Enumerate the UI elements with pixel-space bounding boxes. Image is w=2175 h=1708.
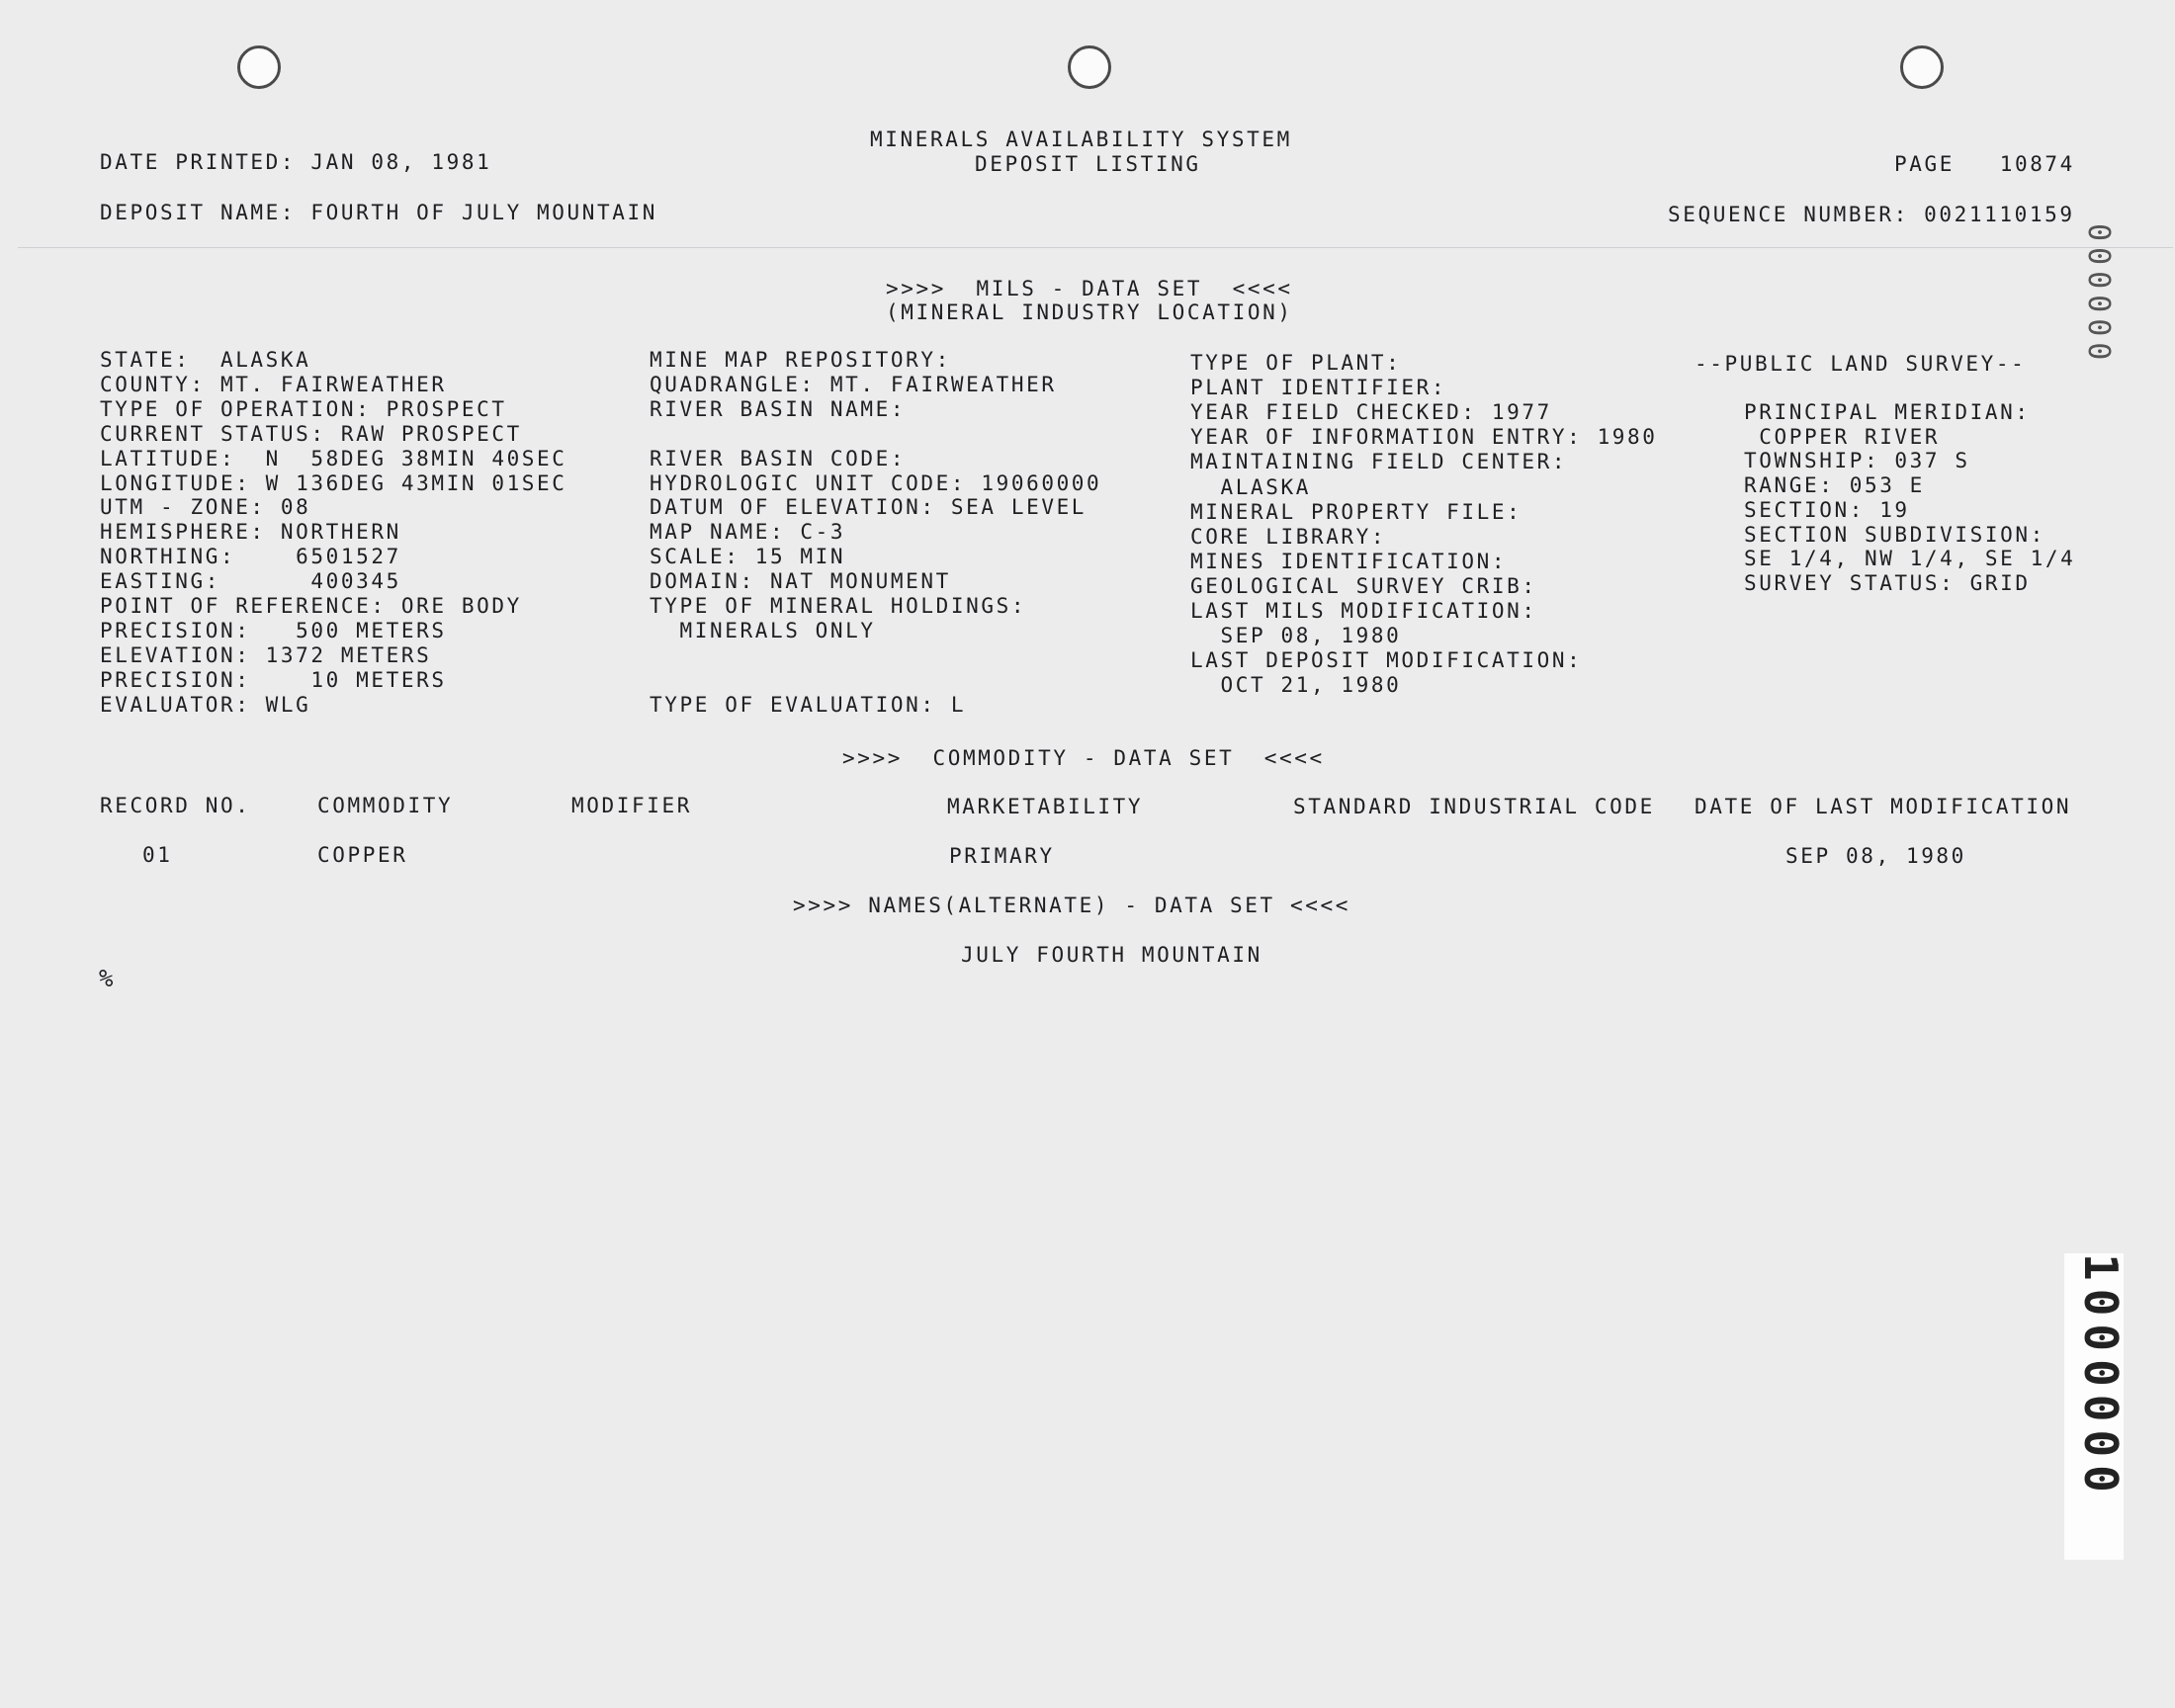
punch-hole-center [1068,45,1111,89]
map-field-line: HYDROLOGIC UNIT CODE: 19060000 [650,470,1102,495]
land-survey-field-line: RANGE: 053 E [1744,473,1925,498]
commodity-title: >>>> COMMODITY - DATA SET <<<< [842,746,1325,770]
commodity-header-date: DATE OF LAST MODIFICATION [1695,795,2072,818]
fold-line [18,247,2173,248]
commodity-header-marketability: MARKETABILITY [947,795,1144,818]
plant-field-line: MINERAL PROPERTY FILE: [1190,499,1522,524]
location-field-line: LONGITUDE: W 136DEG 43MIN 01SEC [100,470,567,495]
location-field-line: NORTHING: 6501527 [100,545,401,569]
plant-field-line: YEAR OF INFORMATION ENTRY: 1980 [1190,425,1658,450]
location-field-line: UTM - ZONE: 08 [100,495,311,520]
location-field-line: LATITUDE: N 58DEG 38MIN 40SEC [100,446,567,470]
map-field-line: QUADRANGLE: MT. FAIRWEATHER [650,372,1057,396]
end-mark: % [99,965,117,992]
barcode-number: 1000000 [2074,1253,2128,1500]
map-field-line: RIVER BASIN NAME: [650,396,907,421]
map-field-line: DOMAIN: NAT MONUMENT [650,569,951,594]
plant-field-line: SEP 08, 1980 [1190,624,1402,648]
location-field-line: EVALUATOR: WLG [100,692,311,717]
commodity-row-date: SEP 08, 1980 [1785,844,1966,868]
plant-field-line: LAST DEPOSIT MODIFICATION: [1190,648,1583,673]
location-field-line: STATE: ALASKA [100,348,311,372]
location-field-line: ELEVATION: 1372 METERS [100,642,432,667]
land-survey-field-line: COPPER RIVER [1744,424,1941,449]
system-title: MINERALS AVAILABILITY SYSTEM [870,128,1292,151]
commodity-header-record-no: RECORD NO. [100,794,251,817]
listing-title: DEPOSIT LISTING [975,152,1201,176]
land-survey-field-line: SECTION: 19 [1744,497,1910,522]
plant-field-line: ALASKA [1190,474,1311,499]
location-field-line: POINT OF REFERENCE: ORE BODY [100,594,522,618]
mils-title: >>>> MILS - DATA SET <<<< [886,277,1293,300]
location-field-line: TYPE OF OPERATION: PROSPECT [100,396,507,421]
public-land-survey-title: --PUBLIC LAND SURVEY-- [1695,352,2027,376]
map-field-line: MINERALS ONLY [650,618,876,642]
commodity-header-commodity: COMMODITY [317,794,454,817]
location-field-line: COUNTY: MT. FAIRWEATHER [100,372,447,396]
plant-field-line: MINES IDENTIFICATION: [1190,549,1508,573]
location-field-line: EASTING: 400345 [100,569,401,594]
land-survey-field-line: SECTION SUBDIVISION: [1744,522,2045,547]
punch-hole-right [1900,45,1944,89]
commodity-header-sic: STANDARD INDUSTRIAL CODE [1293,795,1655,818]
date-printed: DATE PRINTED: JAN 08, 1981 [100,150,492,174]
land-survey-field-line: SE 1/4, NW 1/4, SE 1/4 [1744,547,2076,571]
commodity-row-commodity: COPPER [317,843,408,867]
map-field-line: RIVER BASIN CODE: [650,446,907,470]
map-field-line: DATUM OF ELEVATION: SEA LEVEL [650,495,1088,520]
sequence-number: SEQUENCE NUMBER: 0021110159 [1668,203,2075,226]
plant-field-line: PLANT IDENTIFIER: [1190,376,1447,400]
plant-field-line: TYPE OF PLANT: [1190,351,1402,375]
plant-field-line: YEAR FIELD CHECKED: 1977 [1190,400,1552,425]
alternate-name: JULY FOURTH MOUNTAIN [961,943,1262,967]
map-field-line: MAP NAME: C-3 [650,520,846,545]
names-title: >>>> NAMES(ALTERNATE) - DATA SET <<<< [793,894,1350,917]
map-field-line: TYPE OF MINERAL HOLDINGS: [650,594,1027,618]
plant-field-line: OCT 21, 1980 [1190,673,1402,698]
page-number: PAGE 10874 [1894,152,2075,176]
map-field-line: SCALE: 15 MIN [650,545,846,569]
land-survey-field-line: SURVEY STATUS: GRID [1744,570,2031,595]
location-field-line: PRECISION: 10 METERS [100,667,447,692]
commodity-row-record-no: 01 [142,843,173,867]
commodity-header-modifier: MODIFIER [571,794,692,817]
mils-subtitle: (MINERAL INDUSTRY LOCATION) [886,300,1293,324]
land-survey-field-line: TOWNSHIP: 037 S [1744,449,1970,473]
deposit-name: DEPOSIT NAME: FOURTH OF JULY MOUNTAIN [100,201,657,224]
land-survey-field-line: PRINCIPAL MERIDIAN: [1744,400,2031,424]
map-field-line: MINE MAP REPOSITORY: [650,348,951,372]
plant-field-line: GEOLOGICAL SURVEY CRIB: [1190,573,1537,598]
location-field-line: CURRENT STATUS: RAW PROSPECT [100,421,522,446]
location-field-line: PRECISION: 500 METERS [100,618,447,642]
map-field-line: TYPE OF EVALUATION: L [650,692,967,717]
punch-hole-left [237,45,281,89]
margin-stamp: 000000 [2081,223,2116,367]
plant-field-line: CORE LIBRARY: [1190,524,1387,549]
plant-field-line: LAST MILS MODIFICATION: [1190,599,1537,623]
commodity-row-marketability: PRIMARY [949,844,1055,868]
location-field-line: HEMISPHERE: NORTHERN [100,520,401,545]
plant-field-line: MAINTAINING FIELD CENTER: [1190,450,1568,474]
